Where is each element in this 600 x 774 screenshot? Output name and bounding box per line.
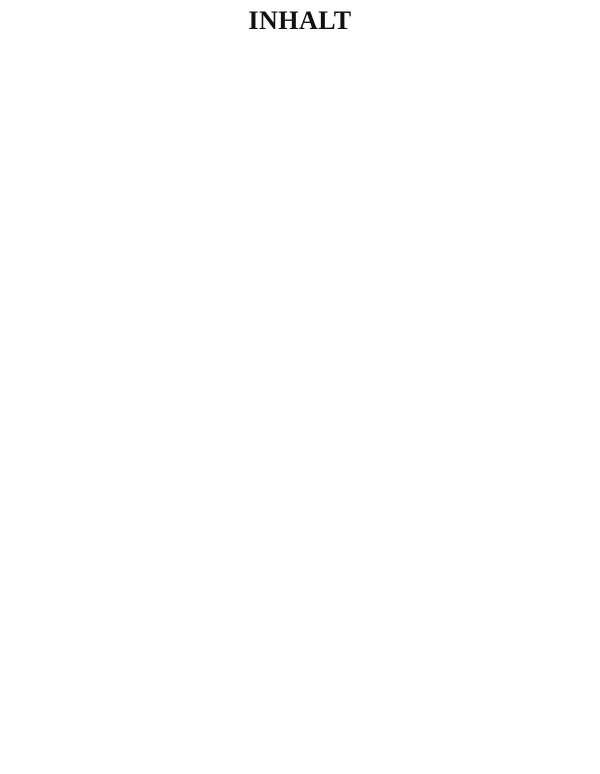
toc-title: INHALT <box>248 6 352 35</box>
